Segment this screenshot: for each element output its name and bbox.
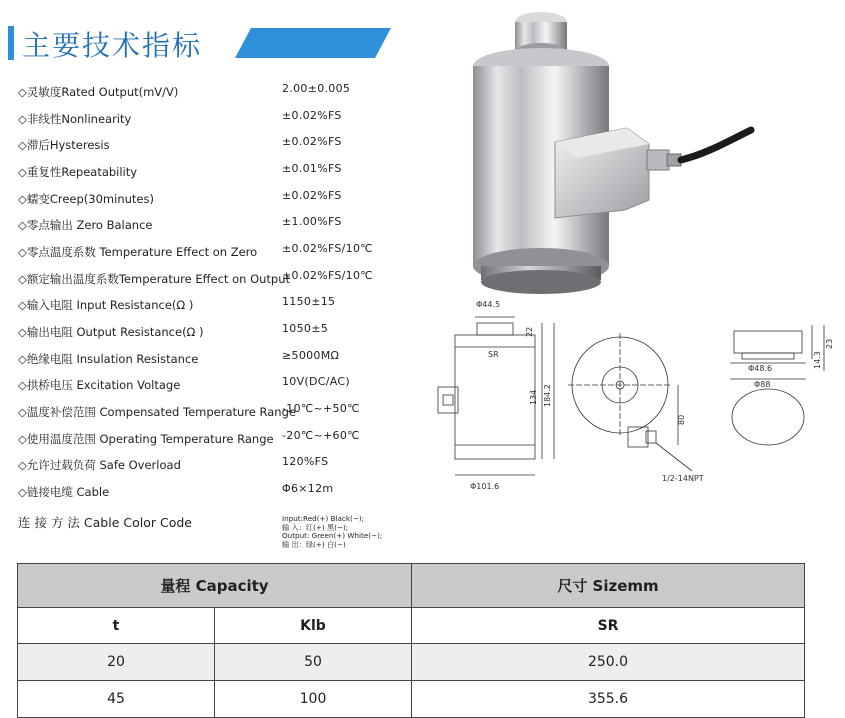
size-header: 尺寸 Sizemm <box>412 564 805 608</box>
spec-value: ±1.00%FS <box>282 215 342 228</box>
dim-offset: 80 <box>677 414 686 425</box>
spec-label: ◇温度补偿范围 Compensated Temperature Range <box>18 405 296 419</box>
dim-cap-height-b: 23 <box>825 338 834 349</box>
spec-label: ◇零点输出 Zero Balance <box>18 218 153 232</box>
spec-label: ◇滞后Hysteresis <box>18 138 110 152</box>
spec-row <box>18 297 458 317</box>
spec-row <box>18 484 458 504</box>
spec-row <box>18 457 458 477</box>
table-row <box>18 644 805 681</box>
spec-label: ◇重复性Repeatability <box>18 165 138 179</box>
col-header-sr: SR <box>412 608 805 644</box>
spec-value: ±0.01%FS <box>282 162 342 175</box>
spec-row <box>18 271 458 291</box>
spec-value: Φ6×12m <box>282 482 334 495</box>
spec-value: -20℃~+60℃ <box>282 429 360 442</box>
top-view-drawing <box>568 333 692 471</box>
spec-label: ◇使用温度范围 Operating Temperature Range <box>18 432 274 446</box>
spec-label: ◇灵敏度Rated Output(mV/V) <box>18 85 179 99</box>
spec-label: ◇绝缘电阻 Insulation Resistance <box>18 352 199 366</box>
cell-t: 45 <box>18 681 215 718</box>
dim-total-height: 184.2 <box>543 384 552 407</box>
cell-klb: 100 <box>215 681 412 718</box>
spec-value: 1050±5 <box>282 322 329 335</box>
cable-note: Input:Red(+) Black(−); <box>282 514 365 523</box>
dim-cap-outer: Φ88 <box>754 380 771 389</box>
spec-row <box>18 431 458 451</box>
dim-sr: SR <box>488 350 499 359</box>
cable-note: 输 入：红(+) 黑(−); <box>282 522 349 532</box>
spec-row <box>18 137 458 157</box>
load-cell-photo <box>455 4 785 299</box>
spec-value: ±0.02%FS <box>282 109 342 122</box>
cell-t: 20 <box>18 644 215 681</box>
dimension-drawings <box>430 295 840 495</box>
capacity-table <box>17 563 805 718</box>
spec-label: ◇链接电缆 Cable <box>18 485 110 499</box>
spec-row <box>18 164 458 184</box>
spec-row <box>18 191 458 211</box>
spec-value: 2.00±0.005 <box>282 82 351 95</box>
spec-value: ±0.02%FS/10℃ <box>282 269 373 282</box>
dim-thread: 1/2-14NPT <box>662 474 704 483</box>
spec-row <box>18 324 458 344</box>
spec-value: 120%FS <box>282 455 329 468</box>
spec-value: ≥5000MΩ <box>282 349 340 362</box>
spec-row <box>18 217 458 237</box>
spec-row <box>18 84 458 104</box>
spec-row <box>18 404 458 424</box>
dim-cap-inner: Φ48.6 <box>748 364 773 373</box>
spec-label: ◇输入电阻 Input Resistance(Ω ) <box>18 298 194 312</box>
page-title: 主要技术指标 <box>22 29 203 62</box>
title-accent-bar <box>8 26 14 60</box>
spec-label: ◇允许过载负荷 Safe Overload <box>18 458 181 472</box>
cell-klb: 50 <box>215 644 412 681</box>
col-header-t: t <box>18 608 215 644</box>
table-row <box>18 681 805 718</box>
dim-top-diameter: Φ44.5 <box>476 300 501 309</box>
spec-row <box>18 244 458 264</box>
spec-value: ±0.02%FS/10℃ <box>282 242 373 255</box>
spec-value: 1150±15 <box>282 295 336 308</box>
cable-note: Output: Green(+) White(−); <box>282 531 383 541</box>
dim-body-height: 134 <box>529 389 538 405</box>
cable-color-code-label: 连 接 方 法 Cable Color Code <box>18 515 192 530</box>
spec-value: -10℃~+50℃ <box>282 402 360 415</box>
spec-label: ◇拱桥电压 Excitation Voltage <box>18 378 181 392</box>
spec-label: ◇额定输出温度系数Temperature Effect on Output <box>18 272 291 286</box>
spec-value: ±0.02%FS <box>282 189 342 202</box>
spec-value: ±0.02%FS <box>282 135 342 148</box>
cable-color-notes <box>282 515 382 549</box>
spec-label: ◇非线性Nonlinearity <box>18 112 132 126</box>
title-decor-stripe <box>235 28 391 58</box>
capacity-header: 量程 Capacity <box>18 564 412 608</box>
cell-sr: 355.6 <box>412 681 805 718</box>
spec-row <box>18 111 458 131</box>
spec-label: ◇蠕变Creep(30minutes) <box>18 192 154 206</box>
cell-sr: 250.0 <box>412 644 805 681</box>
dim-cap-height-a: 14.3 <box>813 351 822 369</box>
spec-row <box>18 351 458 371</box>
spec-label: ◇输出电阻 Output Resistance(Ω ) <box>18 325 204 339</box>
cap-drawing <box>730 325 824 445</box>
spec-label: ◇零点温度系数 Temperature Effect on Zero <box>18 245 258 259</box>
dim-top-height: 22 <box>525 326 534 337</box>
spec-value: 10V(DC/AC) <box>282 375 350 388</box>
spec-row <box>18 377 458 397</box>
col-header-klb: Klb <box>215 608 412 644</box>
dim-base-diameter: Φ101.6 <box>470 482 500 491</box>
cable-note: 输 出：绿(+) 白(−) <box>282 539 346 549</box>
